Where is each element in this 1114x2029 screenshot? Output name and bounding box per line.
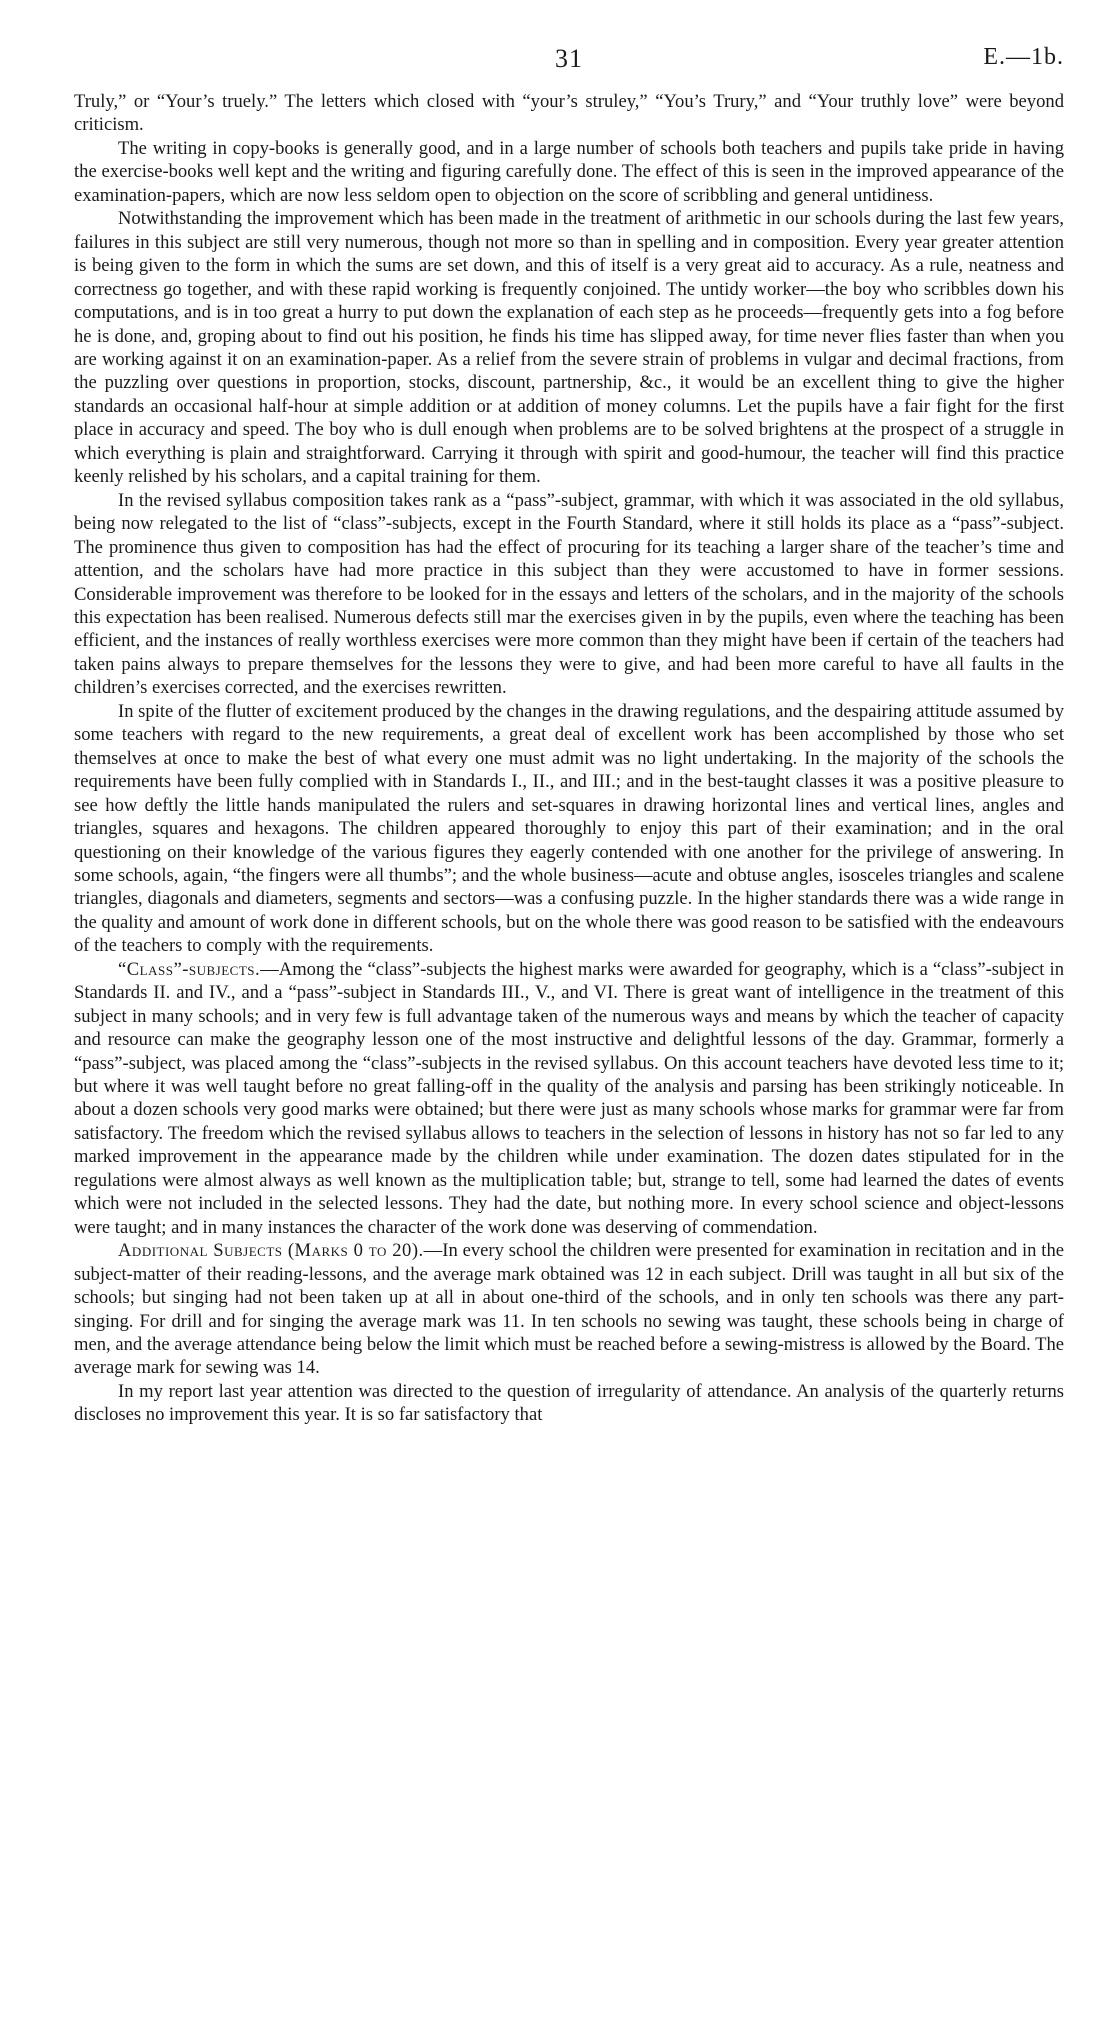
paragraph-text: In the revised syllabus composition takes rank as a “pass”-subject, grammar, with which it was associated in the old syllabus, being now relegated to the list of “class”-subjects, except in the Fourth Standard, where it still holds its place as a “pass”-subject. The prominence thus given to composition has had the effect of procuring for its teaching a larger share of the teacher’s time and attention, and the scholars have had more practice in this subject than they were accustomed to have in former sessions. Considerable improvement was therefore to be looked for in the essays and letters of the scholars, and in the majority of the schools this expectation has been realised. Numerous defects still mar the exercises given in by the pupils, even where the teaching has been efficient, and the instances of really worthless exercises were more common than they might have been if certain of the teachers had taken pains always to prepare themselves for the lessons they were to give, and had been more careful to have all faults in the children’s exercises corrected, and the exercises rewritten. xyxy=(74,489,1064,699)
paragraph-attendance xyxy=(74,1380,1064,1427)
section-lead: “Class”-subjects. xyxy=(118,958,261,980)
paragraph-text: Notwithstanding the improvement which has been made in the treatment of arithmetic in our schools during the last few years, failures in this subject are still very numerous, though not more so than in spelling and in composition. Every year greater attention is being given to the form in which the sums are set down, and this of itself is a very great aid to accuracy. As a rule, neatness and correctness go together, and with these rapid working is frequently conjoined. The untidy worker—the boy who scribbles down his computations, and is in too great a hurry to put down the explanation of each step as he proceeds—frequently gets into a fog before he is done, and, groping about to find out his position, he finds his time has slipped away, for time never flies faster than when you are working against it on an examination-paper. As a relief from the severe strain of problems in vulgar and decimal fractions, from the puzzling over questions in proportion, stocks, discount, partnership, &c., it would be an excellent thing to give the higher standards an occasional half-hour at simple addition or at addition of money columns. Let the pupils have a fair fight for the first place in accuracy and speed. The boy who is dull enough when problems are to be solved brightens at the prospect of a struggle in which everything is plain and straightforward. Carrying it through with spirit and good-humour, the teacher will find this practice keenly relished by his scholars, and a capital training for them. xyxy=(74,208,1064,488)
section-lead: Additional Subjects (Marks 0 to 20). xyxy=(118,1240,424,1262)
body-text xyxy=(74,90,1064,1427)
paragraph-drawing xyxy=(74,700,1064,958)
paragraph-letter-closings xyxy=(74,90,1064,137)
paragraph-text: Truly,” or “Your’s truely.” The letters which closed with “your’s struley,” “You’s Trury,” and “Your truthly love” were beyond criticism. xyxy=(74,91,1064,136)
paragraph-text: In my report last year attention was directed to the question of irregularity of attendance. An analysis of the quarterly returns discloses no improvement this year. It is so far satisfactory that xyxy=(74,1380,1064,1426)
page-header xyxy=(74,44,1064,90)
page-number: 31 xyxy=(555,44,583,73)
document-page xyxy=(74,44,1064,1427)
paragraph-text: —Among the “class”-subjects the highest marks were awarded for geography, which is a “class”-subject in Standards II. and IV., and a “pass”-subject in Standards III., V., and VI. There is great want of intelligence in the treatment of this subject in many schools; and in very few is full advantage taken of the numerous ways and means by which the teacher of capacity and resource can make the geography lesson one of the most instructive and delightful lessons of the day. Grammar, formerly a “pass”-subject, was placed among the “class”-subjects in the revised syllabus. On this account teachers have devoted less time to it; but where it was well taught before no great falling-off in the quality of the analysis and parsing has been strikingly noticeable. In about a dozen schools very good marks were obtained; but there were just as many schools whose marks for grammar were far from satisfactory. The freedom which the revised syllabus allows to teachers in the selection of lessons in history has not so far led to any marked improvement in the appearance made by the children while under examination. The dozen dates stipulated for in the regulations were almost always as well known as the multiplication table; but, strange to tell, some had learned the dates of events which were not included in the selected lessons. They had the date, but nothing more. In every school science and object-lessons were taught; and in many instances the character of the work done was deserving of commendation. xyxy=(74,958,1064,1238)
paragraph-text: In spite of the flutter of excitement produced by the changes in the drawing regulations, and the despairing attitude assumed by some teachers with regard to the new requirements, a great deal of excellent work has been accomplished by those who set themselves at once to make the best of what every one must admit was no light undertaking. In the majority of the schools the requirements have been fully complied with in Standards I., II., and III.; and in the best-taught classes it was a positive pleasure to see how deftly the little hands manipulated the rulers and set-squares in drawing horizontal lines and vertical lines, angles and triangles, squares and hexagons. The children appeared thoroughly to enjoy this part of their examination; and in the oral questioning on their knowledge of the various figures they eagerly contended with one another for the privilege of answering. In some schools, again, “the fingers were all thumbs”; and the whole business—acute and obtuse angles, isosceles triangles and scalene triangles, diagonals and diameters, segments and sectors—was a confusing puzzle. In the higher standards there was a wide range in the quality and amount of work done in different schools, but on the whole there was good reason to be satisfied with the endeavours of the teachers to comply with the requirements. xyxy=(74,700,1064,957)
paragraph-text: —In every school the children were presented for examination in recitation and in the subject-matter of their reading-lessons, and the average mark obtained was 12 in each subject. Drill was taught in all but six of the schools; but singing had not been taken up at all in about one-third of the schools, and in only ten schools was there any part-singing. For drill and for singing the average mark was 11. In ten schools no sewing was taught, these schools being in charge of men, and the average attendance being below the limit which must be reached before a sewing-mistress is allowed by the Board. The average mark for sewing was 14. xyxy=(74,1240,1065,1379)
paragraph-class-subjects xyxy=(74,958,1064,1239)
paragraph-composition xyxy=(74,489,1064,700)
paragraph-additional-subjects xyxy=(74,1239,1064,1380)
paragraph-text: The writing in copy-books is generally good, and in a large number of schools both teachers and pupils take pride in having the exercise-books well kept and the writing and figuring carefully done. The effect of this is seen in the improved appearance of the examination-papers, which are now less seldom open to objection on the score of scribbling and general untidiness. xyxy=(74,137,1064,206)
document-reference: E.—1b. xyxy=(983,44,1064,70)
paragraph-writing xyxy=(74,137,1064,207)
paragraph-arithmetic xyxy=(74,207,1064,488)
